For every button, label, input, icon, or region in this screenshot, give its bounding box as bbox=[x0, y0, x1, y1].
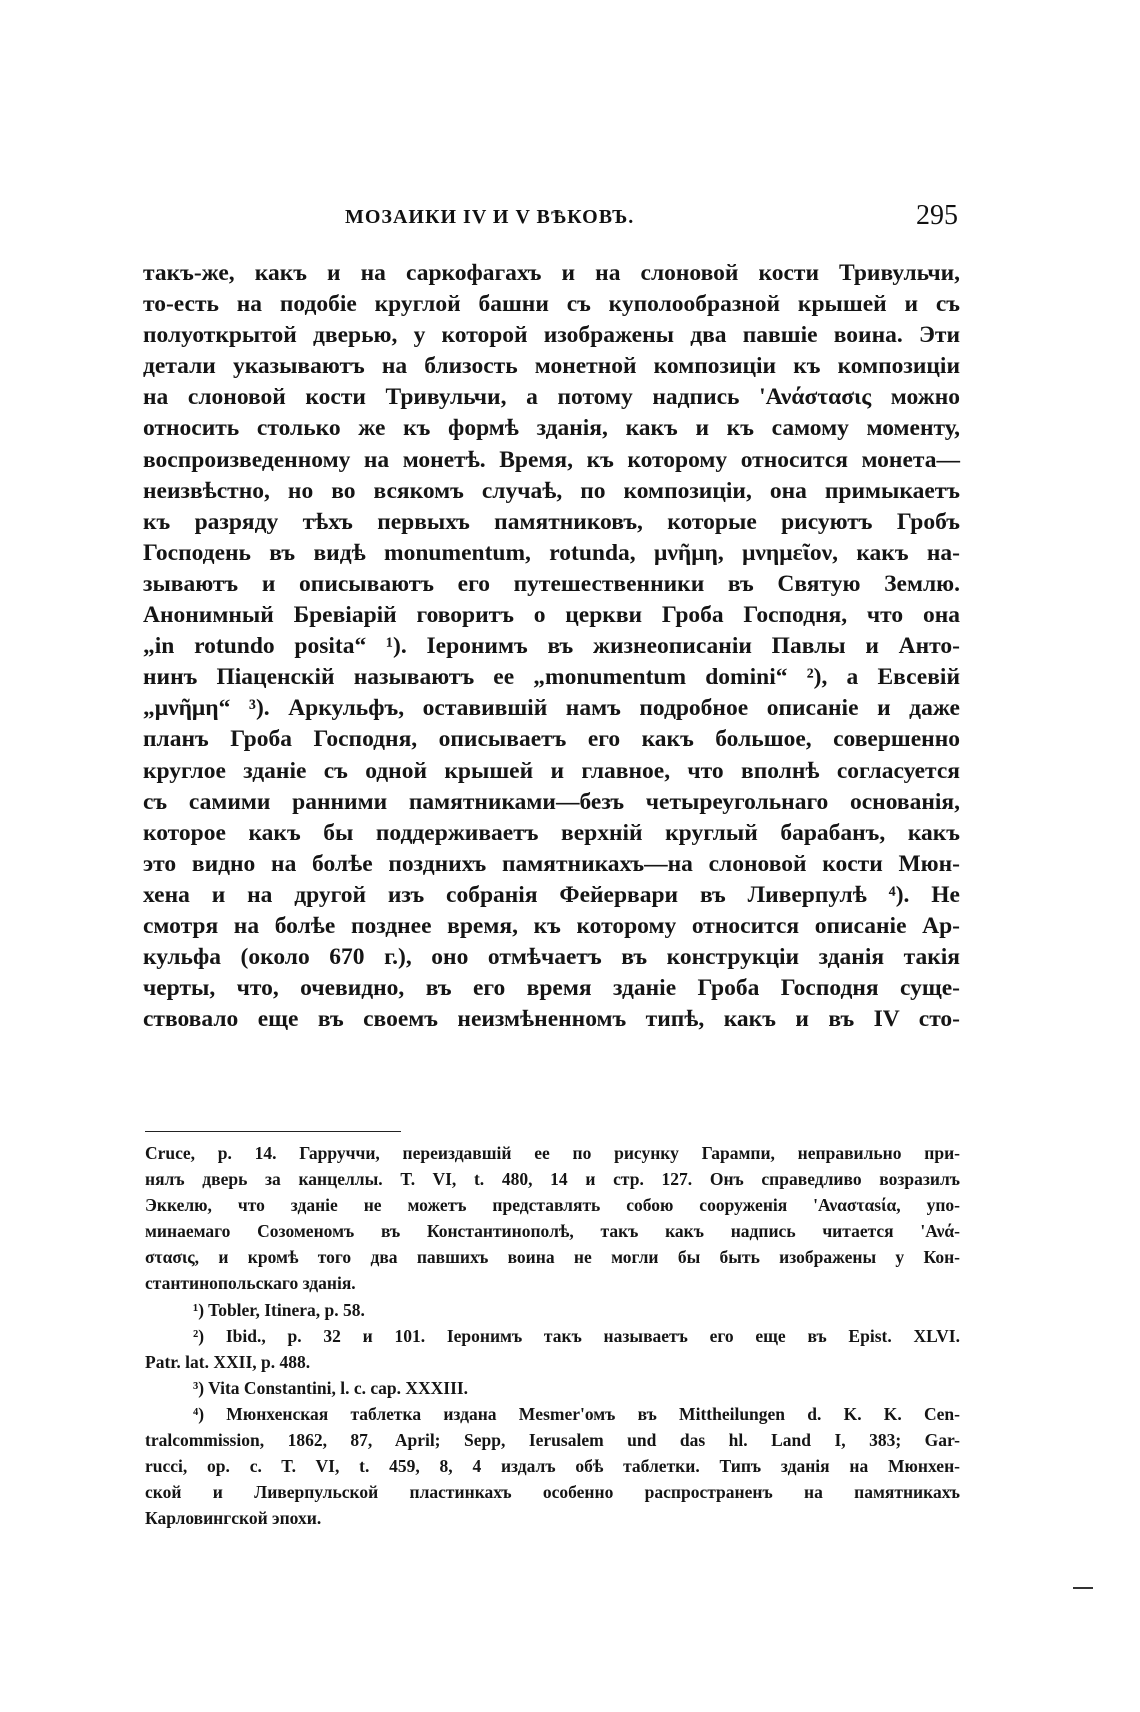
footnote-line: ской и Ливерпульской пластинкахъ особенно распространенъ на памятникахъ bbox=[145, 1482, 960, 1503]
text-line: воспроизведенному на монетѣ. Время, къ которому относится монета— bbox=[143, 446, 960, 473]
text-line: Анонимный Бревіарій говоритъ о церкви Гроба Господня, что она bbox=[143, 602, 960, 629]
text-line: относить столько же къ формѣ зданія, какъ и къ самому моменту, bbox=[143, 415, 960, 442]
footnote-separator bbox=[145, 1131, 401, 1132]
running-title: МОЗАИКИ IV И V ВѢКОВЪ. bbox=[345, 206, 635, 228]
footnote-line: στασις, и кромѣ того два павшихъ воина не могли бы быть изображены у Кон- bbox=[145, 1247, 960, 1268]
footnote-line: Cruce, p. 14. Гарруччи, переиздавшій ее по рисунку Гарампи, неправильно при- bbox=[145, 1143, 960, 1163]
running-head bbox=[145, 200, 958, 240]
footnote-line: нялъ дверь за канцеллы. T. VI, t. 480, 14 и стр. 127. Онъ справедливо возразилъ bbox=[145, 1169, 960, 1190]
footnote-4: ⁴) Мюнхенская таблетка издана Mesmer'омъ въ Mittheilungen d. K. K. Cen- bbox=[193, 1403, 960, 1424]
text-line: круглое зданіе съ одной крышей и главное, что вполнѣ согласуется bbox=[143, 757, 960, 784]
footnote-line: Эккелю, что зданіе не можетъ представлять собою сооруженія 'Ανασταsία, упо- bbox=[145, 1195, 960, 1216]
text-line: къ разряду тѣхъ первыхъ памятниковъ, которые рисуютъ Гробъ bbox=[143, 508, 960, 535]
text-line: полуоткрытой дверью, у которой изображены два павшіе воина. Эти bbox=[143, 322, 960, 349]
text-line: неизвѣстно, но во всякомъ случаѣ, по композиціи, она примыкаетъ bbox=[143, 477, 960, 504]
text-line: хена и на другой изъ собранія Фейервари въ Ливерпулѣ ⁴). Не bbox=[143, 881, 960, 908]
text-line: то-есть на подобіе круглой башни съ куполообразной крышей и съ bbox=[143, 291, 960, 318]
text-line: планъ Гроба Господня, описываетъ его какъ большое, совершенно bbox=[143, 726, 960, 753]
text-line: которое какъ бы поддерживаетъ верхній круглый барабанъ, какъ bbox=[143, 819, 960, 846]
text-line: „in rotundo posita“ ¹). Іеронимъ въ жизнеописаніи Павлы и Анто- bbox=[143, 633, 960, 660]
footnote-2: ²) Ibid., p. 32 и 101. Іеронимъ такъ называетъ его еще въ Epist. XLVI. bbox=[193, 1325, 960, 1346]
text-line: такъ-же, какъ и на саркофагахъ и на слоновой кости Тривульчи, bbox=[143, 260, 960, 286]
main-paragraph bbox=[143, 258, 960, 1035]
text-line: на слоновой кости Тривульчи, а потому надпись 'Ανάστασις можно bbox=[143, 384, 960, 411]
footnote-line: Patr. lat. XXII, p. 488. bbox=[145, 1351, 311, 1372]
footnote-line: tralcommission, 1862, 87, April; Sepp, Ierusalem und das hl. Land I, 383; Gar- bbox=[145, 1430, 960, 1451]
text-line: съ самими ранними памятниками—безъ четыреугольнаго основанія, bbox=[143, 788, 960, 815]
text-line: кульфа (около 670 г.), оно отмѣчаетъ въ конструкціи зданія такія bbox=[143, 944, 960, 971]
footnote-line: стантинопольскаго зданія. bbox=[145, 1273, 356, 1294]
footnote-3: ³) Vita Constantini, l. c. cap. XXXIII. bbox=[193, 1377, 469, 1398]
text-line: ствовало еще въ своемъ неизмѣненномъ типѣ, какъ и въ IV сто- bbox=[143, 1006, 960, 1033]
footnote-line: rucci, op. c. T. VI, t. 459, 8, 4 издалъ обѣ таблетки. Типъ зданія на Мюнхен- bbox=[145, 1456, 960, 1477]
text-line: нинъ Піаценскій называютъ ее „monumentum domini“ ²), а Евсевій bbox=[143, 664, 960, 691]
footnote-1: ¹) Tobler, Itinera, p. 58. bbox=[193, 1299, 365, 1320]
footnotes bbox=[145, 1140, 960, 1531]
footnote-line: Карловингской эпохи. bbox=[145, 1508, 322, 1529]
text-line: Господень въ видѣ monumentum, rotunda, μνῆμη, μνημεῖον, какъ на- bbox=[143, 539, 960, 566]
text-line: это видно на болѣе позднихъ памятникахъ—на слоновой кости Мюн- bbox=[143, 850, 960, 877]
text-line: зываютъ и описываютъ его путешественники въ Святую Землю. bbox=[143, 570, 960, 597]
footnote-line: минаемаго Созоменомъ въ Константинополѣ, такъ какъ надпись читается 'Ανά- bbox=[145, 1221, 960, 1242]
text-line: „μνῆμη“ ³). Аркульфъ, оставившій намъ подробное описаніе и даже bbox=[143, 695, 960, 722]
margin-dash bbox=[1073, 1587, 1093, 1589]
text-line: смотря на болѣе позднее время, къ которому относится описаніе Ар- bbox=[143, 912, 960, 939]
text-line: детали указываютъ на близость монетной композиціи къ композиціи bbox=[143, 353, 960, 380]
page-number: 295 bbox=[916, 200, 958, 231]
text-line: черты, что, очевидно, въ его время зданіе Гроба Господня суще- bbox=[143, 975, 960, 1002]
